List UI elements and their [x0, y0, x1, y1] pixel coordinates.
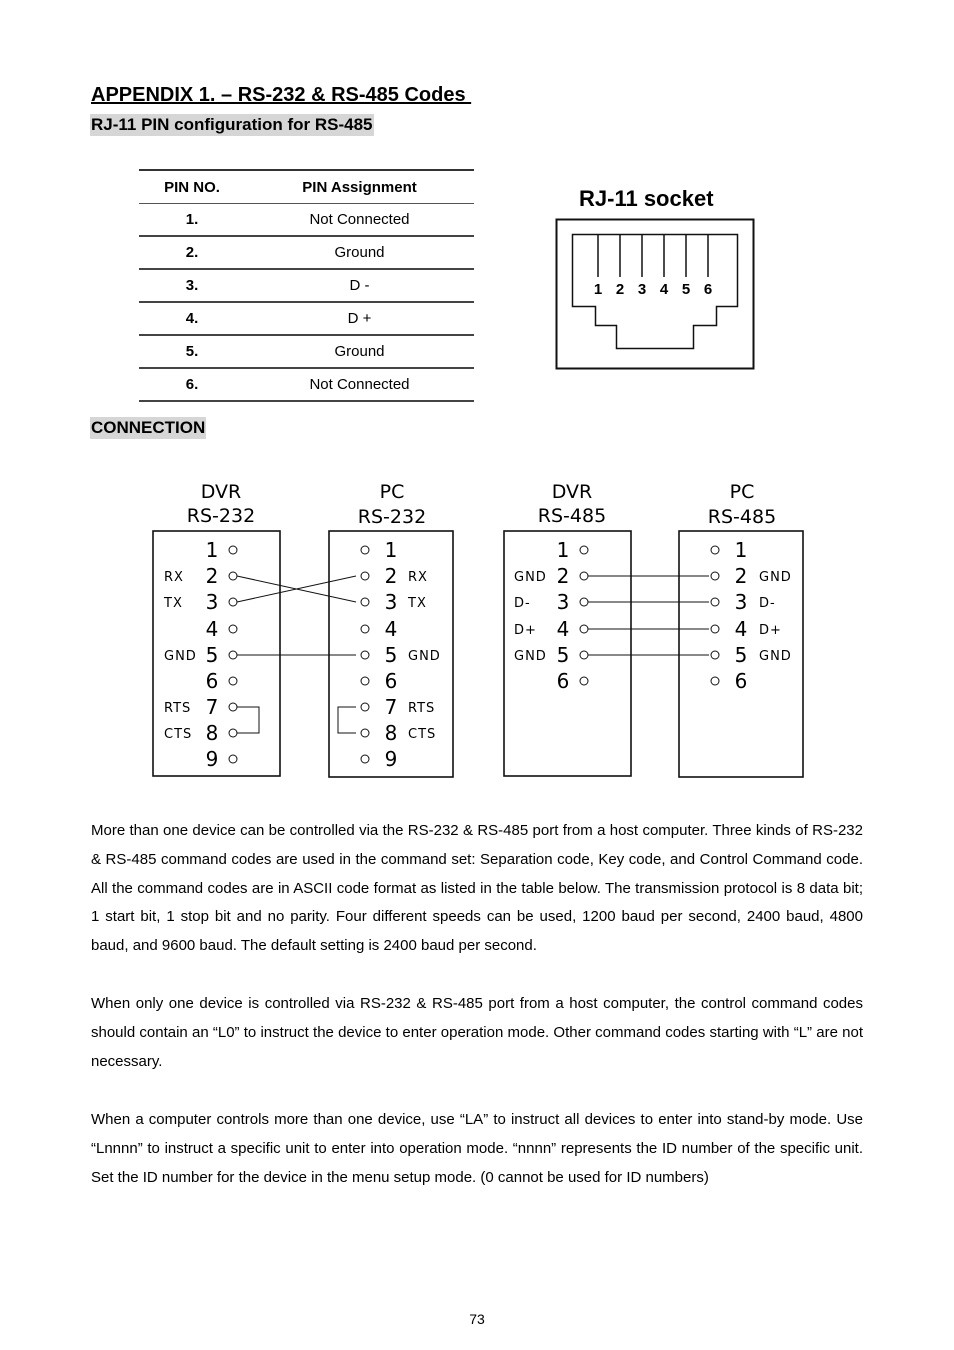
socket-outer-frame	[557, 220, 754, 369]
table-row	[139, 236, 474, 269]
signal-label: GND	[408, 649, 441, 664]
pin-contact-icon	[361, 703, 369, 711]
pin-contact-icon	[229, 729, 237, 737]
pin-number: 4	[384, 617, 398, 641]
pin-no-cell: 6.	[139, 368, 245, 401]
pin-number: 6	[205, 669, 219, 693]
pin-contact-icon	[361, 755, 369, 763]
pin-table-header	[139, 170, 474, 204]
pin-number: 1	[556, 538, 570, 562]
pin-number: 1	[734, 538, 748, 562]
pin-table	[139, 169, 474, 402]
table-row	[139, 269, 474, 302]
pin-no-cell: 1.	[139, 204, 245, 237]
pin-number: 5	[205, 643, 219, 667]
pin-contact-icon	[580, 598, 588, 606]
socket-pin-label: 2	[615, 281, 625, 298]
signal-label: GND	[514, 649, 547, 664]
pin-number: 4	[556, 617, 570, 641]
pin-number: 5	[734, 643, 748, 667]
signal-label: GND	[759, 649, 792, 664]
pin-contact-icon	[580, 572, 588, 580]
pin-contact-icon	[229, 677, 237, 685]
section-heading-connection: CONNECTION	[91, 418, 206, 437]
pin-number: 3	[205, 590, 219, 614]
pin-contact-icon	[361, 625, 369, 633]
pin-contact-icon	[361, 677, 369, 685]
pin-number: 3	[556, 590, 570, 614]
table-row	[139, 335, 474, 368]
socket-pin-label: 3	[637, 281, 647, 298]
pin-number: 1	[205, 538, 219, 562]
rj11-socket-title: RJ-11 socket	[579, 186, 714, 211]
pin-contact-icon	[229, 598, 237, 606]
pin-number: 1	[384, 538, 398, 562]
pin-number: 2	[556, 564, 570, 588]
rs232-pc-label-sub: RS-232	[357, 506, 427, 528]
pin-number: 6	[734, 669, 748, 693]
rs485-dvr-label: DVR	[551, 481, 593, 503]
pin-assignment-cell: D -	[245, 269, 474, 302]
rs485-pc-label-sub: RS-485	[707, 506, 777, 528]
rj11-socket-diagram	[550, 212, 760, 374]
pin-number: 5	[556, 643, 570, 667]
table-row	[139, 368, 474, 401]
signal-label: GND	[759, 570, 792, 585]
pin-contact-icon	[711, 625, 719, 633]
signal-label: TX	[164, 596, 183, 611]
socket-pin-label: 1	[593, 281, 603, 298]
wire-dvr-rts-cts-loop	[237, 707, 259, 733]
pin-number: 6	[556, 669, 570, 693]
pin-number: 2	[384, 564, 398, 588]
pin-no-cell: 3.	[139, 269, 245, 302]
pin-number: 5	[384, 643, 398, 667]
pin-number: 2	[734, 564, 748, 588]
rs232-dvr-label: DVR	[200, 481, 242, 503]
pin-number: 4	[734, 617, 748, 641]
signal-label: D+	[759, 623, 782, 638]
pin-assignment-cell: Ground	[245, 236, 474, 269]
signal-label: RTS	[408, 701, 436, 716]
signal-label: GND	[514, 570, 547, 585]
signal-label: D-	[759, 596, 776, 611]
pin-number: 3	[734, 590, 748, 614]
table-row	[139, 204, 474, 237]
paragraph: More than one device can be controlled via the RS-232 & RS-485 port from a host computer. Three kinds of RS-232 & RS-485 command codes are used in the command set: Separation code, Key code, and Control Command code. All the command codes are in ASCII code format as listed in the table below. The transmission protocol is 8 data bit; 1 start bit, 1 stop bit and no parity. Four different speeds can be used, 1200 baud per second, 2400 baud, 4800 baud, and 9600 baud. The default setting is 2400 baud per second.	[91, 822, 863, 955]
signal-label: TX	[408, 596, 427, 611]
signal-label: GND	[164, 649, 197, 664]
pin-contact-icon	[580, 625, 588, 633]
pin-assignment-cell: Ground	[245, 335, 474, 368]
pin-contact-icon	[361, 651, 369, 659]
pin-assignment-header: PIN Assignment	[245, 170, 474, 204]
pin-contact-icon	[580, 546, 588, 554]
pin-contact-icon	[361, 598, 369, 606]
socket-pin-label: 4	[659, 281, 669, 298]
pin-number: 8	[205, 721, 219, 745]
pin-contact-icon	[580, 651, 588, 659]
pin-contact-icon	[229, 651, 237, 659]
signal-label: RX	[408, 570, 428, 585]
signal-label: CTS	[408, 727, 437, 742]
pin-number: 8	[384, 721, 398, 745]
page-title: APPENDIX 1. – RS-232 & RS-485 Codes	[91, 84, 472, 106]
pin-contact-icon	[711, 598, 719, 606]
pin-contact-icon	[229, 703, 237, 711]
pin-assignment-cell: Not Connected	[245, 204, 474, 237]
signal-label: RTS	[164, 701, 192, 716]
pin-no-cell: 4.	[139, 302, 245, 335]
pin-contact-icon	[229, 625, 237, 633]
pin-contact-icon	[361, 546, 369, 554]
paragraph: When a computer controls more than one device, use “LA” to instruct all devices to enter into stand-by mode. Use “Lnnnn” to instruct a specific unit to enter into operation mode. “nnnn” represents the ID number of the specific unit. Set the ID number for the device in the menu setup mode. (0 cannot be used for ID numbers)	[91, 1111, 863, 1186]
pin-contact-icon	[711, 677, 719, 685]
pin-number: 4	[205, 617, 219, 641]
pin-contact-icon	[229, 572, 237, 580]
pin-number: 2	[205, 564, 219, 588]
pin-number: 7	[384, 695, 398, 719]
pin-contact-icon	[361, 729, 369, 737]
pin-contact-icon	[229, 546, 237, 554]
socket-pin-label: 6	[703, 281, 713, 298]
pin-number: 3	[384, 590, 398, 614]
signal-label: D+	[514, 623, 537, 638]
rs485-pc-label: PC	[729, 481, 755, 503]
pin-contact-icon	[711, 572, 719, 580]
pin-assignment-cell: Not Connected	[245, 368, 474, 401]
pin-no-cell: 5.	[139, 335, 245, 368]
pin-contact-icon	[711, 546, 719, 554]
pin-number: 6	[384, 669, 398, 693]
pin-assignment-cell: D +	[245, 302, 474, 335]
connection-diagram	[140, 470, 820, 790]
pin-contact-icon	[580, 677, 588, 685]
pin-number: 7	[205, 695, 219, 719]
page-number: 73	[469, 1311, 485, 1327]
signal-label: CTS	[164, 727, 193, 742]
table-row	[139, 302, 474, 335]
pin-contact-icon	[361, 572, 369, 580]
signal-label: RX	[164, 570, 184, 585]
pin-number: 9	[384, 747, 398, 771]
paragraph: When only one device is controlled via RS-232 & RS-485 port from a host computer, the control command codes should contain an “L0” to instruct the device to enter operation mode. Other command codes starting with “L” are not necessary.	[91, 995, 863, 1070]
signal-label: D-	[514, 596, 531, 611]
rs232-pc-label: PC	[379, 481, 405, 503]
rs232-dvr-label-sub: RS-232	[186, 505, 256, 527]
pin-contact-icon	[229, 755, 237, 763]
rs485-dvr-label-sub: RS-485	[537, 505, 607, 527]
pin-no-header: PIN NO.	[139, 170, 245, 204]
pin-no-cell: 2.	[139, 236, 245, 269]
socket-pin-label: 5	[681, 281, 691, 298]
section-heading-rj11: RJ-11 PIN configuration for RS-485	[91, 115, 373, 134]
wire-pc-rts-cts-loop	[338, 707, 356, 733]
pin-number: 9	[205, 747, 219, 771]
pin-contact-icon	[711, 651, 719, 659]
